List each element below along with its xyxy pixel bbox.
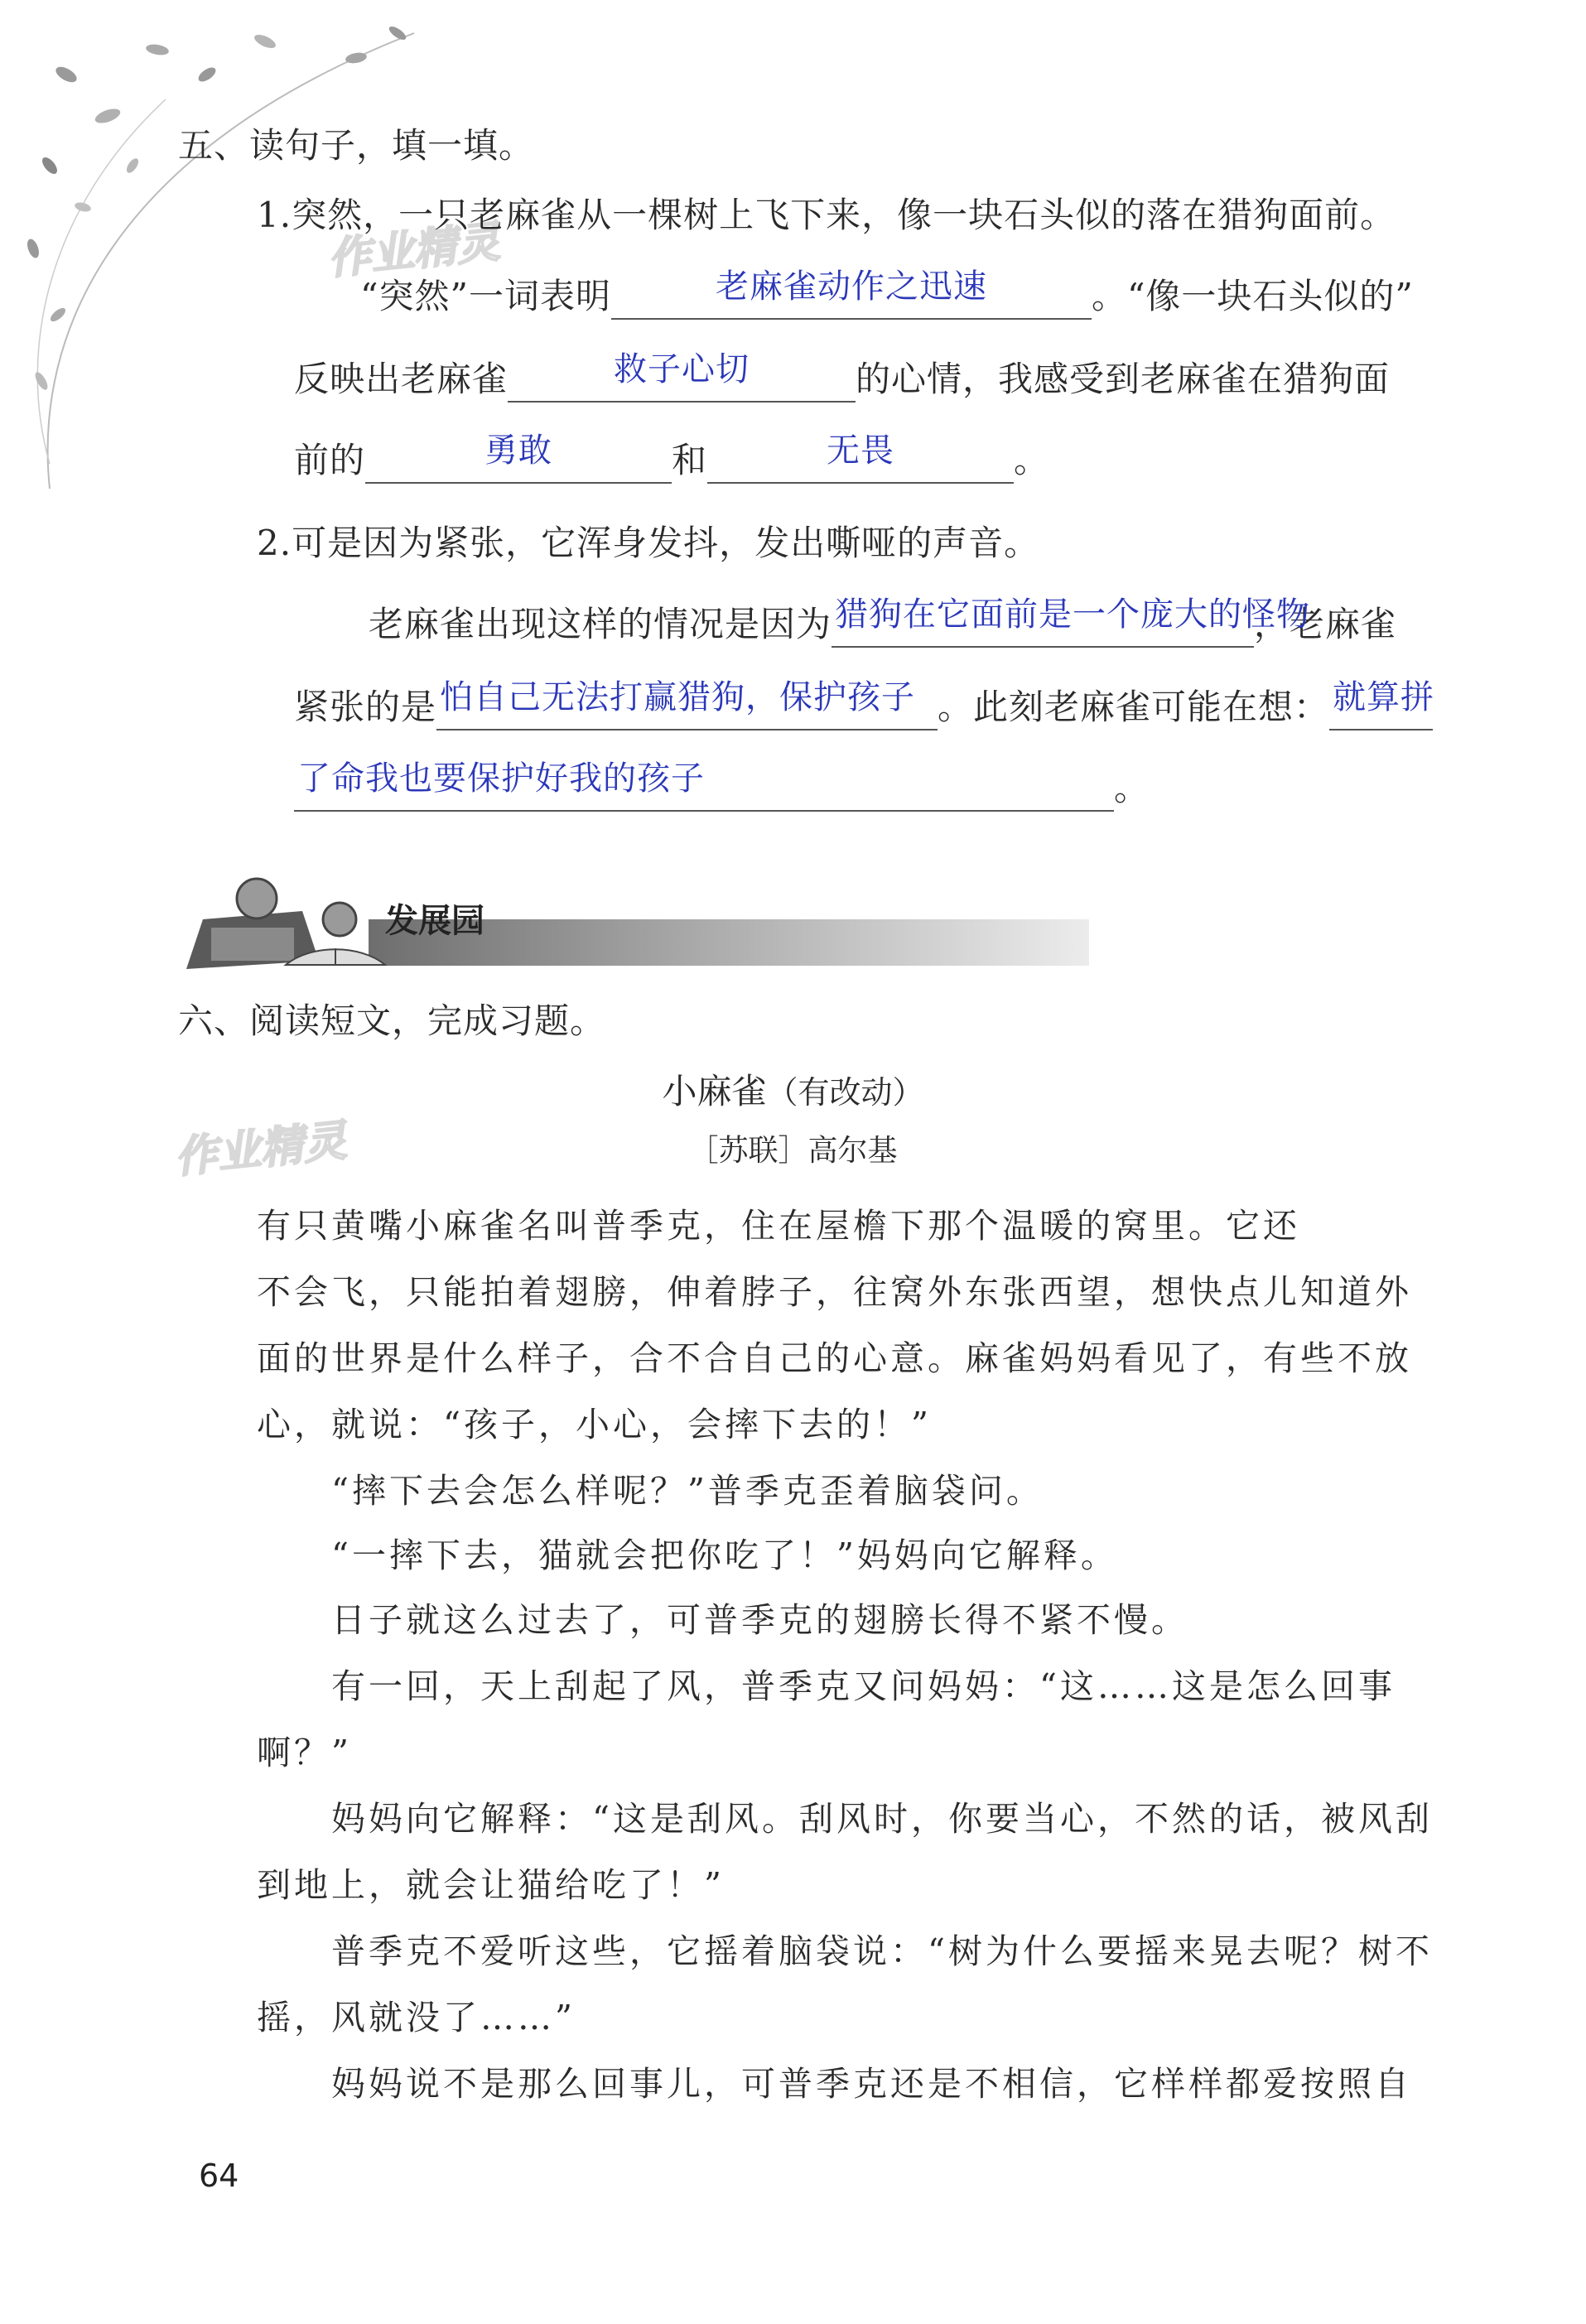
q2-answer-3-part-2: 了命我也要保护好我的孩子: [297, 759, 705, 798]
q1-line-1-text-a: “突然”一词表明: [360, 276, 611, 316]
children-reading-icon: [178, 870, 393, 977]
q1-answer-3: 勇敢: [484, 432, 553, 470]
q2-blank-3b: [294, 759, 1114, 812]
banner-title: 发展园: [385, 902, 484, 940]
q1-line-2-text-b: 的心情，我感受到老麻雀在猎狗面: [856, 359, 1391, 399]
q2-line-2-text-a: 紧张的是: [294, 687, 437, 727]
q1-line-1: [360, 268, 1414, 320]
q1-line-3: [294, 432, 1050, 484]
q1-line-3-and: 和: [672, 440, 708, 480]
q2-answer-1: 猎狗在它面前是一个庞大的怪物: [835, 595, 1311, 634]
q1-line-1-text-b: 。“像一块石头似的”: [1091, 276, 1414, 316]
story-line: 妈妈说不是那么回事儿，可普季克还是不相信，它样样都爱按照自: [331, 2064, 1412, 2104]
q2-answer-3-part-1: 就算拼: [1333, 678, 1435, 716]
story-line: 到地上，就会让猫给吃了！”: [257, 1865, 725, 1905]
story-line: 有一回，天上刮起了风，普季克又问妈妈：“这……这是怎么回事: [331, 1666, 1396, 1706]
watermark: 作业精灵: [325, 217, 503, 285]
section-5-heading: 五、读句子，填一填。: [178, 125, 535, 166]
watermark: 作业精灵: [172, 1116, 349, 1184]
story-line: 面的世界是什么样子，合不合自己的心意。麻雀妈妈看见了，有些不放: [257, 1338, 1412, 1378]
story-title-line: [0, 1068, 1586, 1116]
q1-line-2: [294, 350, 1391, 403]
section-6-heading: 六、阅读短文，完成习题。: [178, 1000, 606, 1041]
story-line: “一摔下去，猫就会把你吃了！”妈妈向它解释。: [331, 1536, 1118, 1575]
q2-line-1: [369, 595, 1397, 648]
q2-line-3-end: 。: [1114, 768, 1150, 808]
q2-line-1-text-b: ，老麻雀: [1254, 604, 1397, 644]
q2-sentence: 2.可是因为紧张，它浑身发抖，发出嘶哑的声音。: [257, 523, 1040, 563]
q2-blank-1: [832, 595, 1311, 648]
q2-blank-2: [436, 678, 938, 730]
q2-answer-2: 怕自己无法打赢猎狗，保护孩子: [440, 678, 916, 716]
story-line: 心，就说：“孩子，小心，会摔下去的！”: [257, 1405, 932, 1444]
q2-line-1-text-a: 老麻雀出现这样的情况是因为: [369, 604, 832, 644]
q1-line-2-text-a: 反映出老麻雀: [294, 359, 509, 399]
q1-answer-4: 无畏: [827, 432, 895, 470]
q2-line-3: [294, 759, 1150, 812]
q1-blank-3: [365, 432, 672, 484]
story-line: 摇，风就没了……”: [257, 1998, 576, 2037]
story-author: ［苏联］高尔基: [688, 1134, 898, 1168]
q1-answer-1: 老麻雀动作之迅速: [715, 268, 987, 306]
story-line: 日子就这么过去了，可普季克的翅膀长得不紧不慢。: [331, 1600, 1188, 1640]
story-line: 不会飞，只能拍着翅膀，伸着脖子，往窝外东张西望，想快点儿知道外: [257, 1272, 1412, 1312]
q1-answer-2: 救子心切: [614, 350, 750, 388]
q2-blank-3a: [1329, 678, 1435, 730]
q2-line-2-text-b: 。此刻老麻雀可能在想：: [938, 687, 1330, 727]
q1-blank-1: [611, 268, 1092, 320]
story-title: 小麻雀: [662, 1071, 767, 1111]
story-line: 普季克不爱听这些，它摇着脑袋说：“树为什么要摇来晃去呢？树不: [331, 1931, 1433, 1971]
section-banner: [178, 870, 1089, 977]
story-line: 妈妈向它解释：“这是刮风。刮风时，你要当心，不然的话，被风刮: [331, 1799, 1433, 1839]
page-number: 64: [199, 2158, 239, 2194]
q1-line-3-end: 。: [1014, 440, 1050, 480]
q1-blank-4: [707, 432, 1014, 484]
story-line: 有只黄嘴小麻雀名叫普季克，住在屋檐下那个温暖的窝里。它还: [257, 1206, 1300, 1246]
story-title-note: （有改动）: [766, 1074, 924, 1111]
story-line: “摔下去会怎么样呢？”普季克歪着脑袋问。: [331, 1471, 1044, 1511]
q1-sentence: 1.突然，一只老麻雀从一棵树上飞下来，像一块石头似的落在猎狗面前。: [257, 195, 1396, 235]
q2-line-2: [294, 678, 1435, 730]
story-line: 啊？”: [257, 1733, 352, 1772]
q1-blank-2: [508, 350, 856, 403]
q1-line-3-text-a: 前的: [294, 440, 366, 480]
